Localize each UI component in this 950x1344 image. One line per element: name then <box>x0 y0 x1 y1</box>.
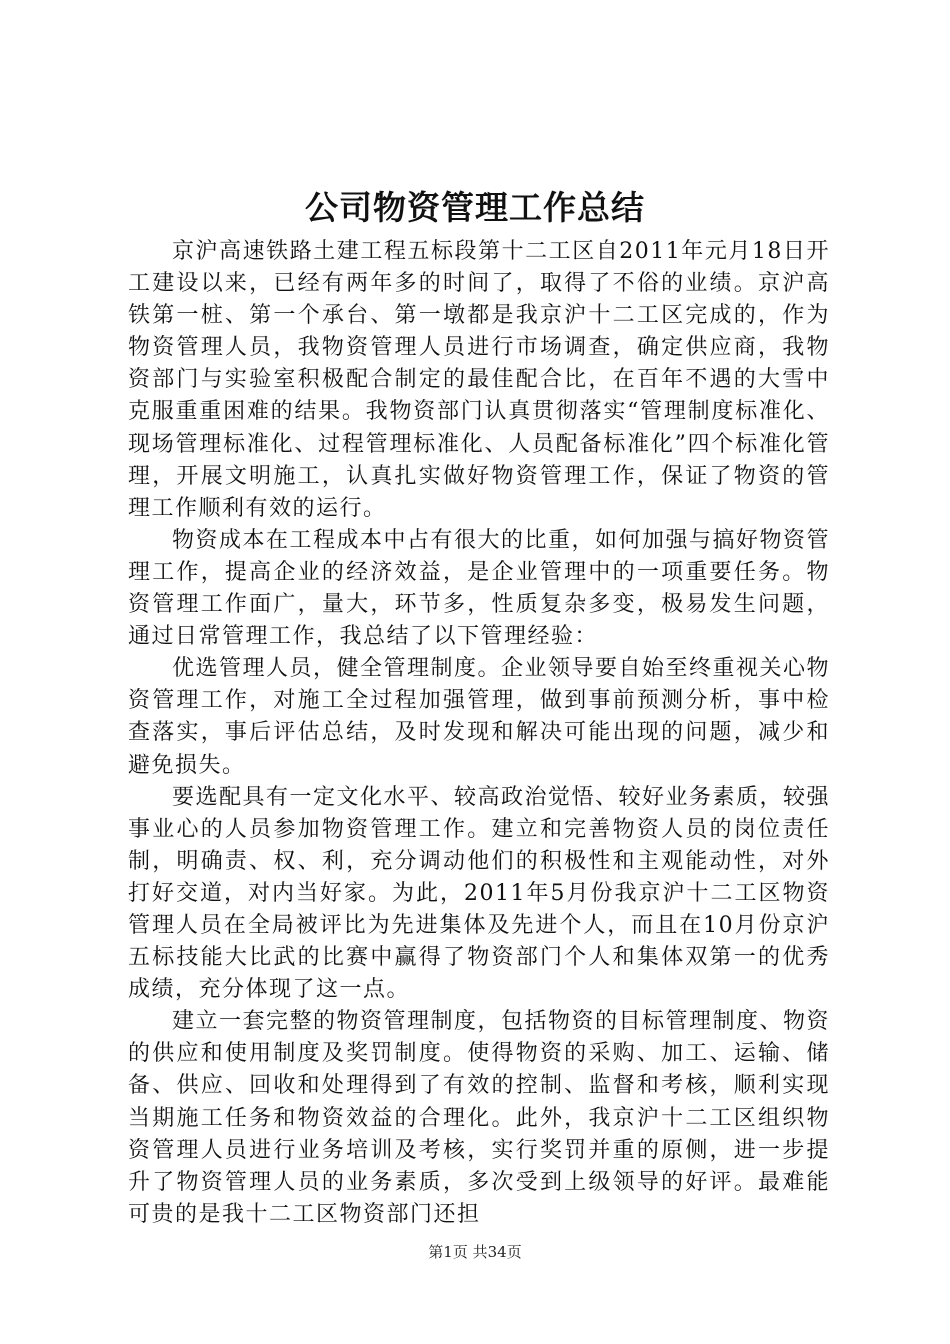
document-title: 公司物资管理工作总结 <box>305 188 645 227</box>
document-body <box>128 236 830 1231</box>
paragraph: 建立一套完整的物资管理制度，包括物资的目标管理制度、物资的供应和使用制度及奖罚制度。使得物资的采购、加工、运输、储备、供应、回收和处理得到了有效的控制、监督和考核，顺利实现当期施工任务和物资效益的合理化。此外，我京沪十二工区组织物资管理人员进行业务培训及考核，实行奖罚并重的原侧，进一步提升了物资管理人员的业务素质，多次受到上级领导的好评。最难能可贵的是我十二工区物资部门还担 <box>128 1009 831 1227</box>
page-footer: 第1页 共34页 <box>428 1243 522 1261</box>
paragraph: 要选配具有一定文化水平、较高政治觉悟、较好业务素质，较强事业心的人员参加物资管理工作。建立和完善物资人员的岗位责任制，明确责、权、利，充分调动他们的积极性和主观能动性，对外打好交道，对内当好家。为此，2011年5月份我京沪十二工区物资管理人员在全局被评比为先进集体及先进个人，而且在10月份京沪五标技能大比武的比赛中赢得了物资部门个人和集体双第一的优秀成绩，充分体现了这一点。 <box>128 784 831 1003</box>
paragraph: 物资成本在工程成本中占有很大的比重，如何加强与搞好物资管理工作，提高企业的经济效益，是企业管理中的一项重要任务。物资管理工作面广，量大，环节多，性质复杂多变，极易发生问题，通过日常管理工作，我总结了以下管理经验： <box>128 527 831 650</box>
paragraph: 京沪高速铁路土建工程五标段第十二工区自2011年元月18日开工建设以来，已经有两年多的时间了，取得了不俗的业绩。京沪高铁第一桩、第一个承台、第一墩都是我京沪十二工区完成的，作为物资管理人员，我物资管理人员进行市场调查，确定供应商，我物资部门与实验室积极配合制定的最佳配合比，在百年不遇的大雪中克服重重困难的结果。我物资部门认真贯彻落实“管理制度标准化、现场管理标准化、过程管理标准化、人员配备标准化”四个标准化管理，开展文明施工，认真扎实做好物资管理工作，保证了物资的管理工作顺利有效的运行。 <box>128 239 830 521</box>
paragraph: 优选管理人员，健全管理制度。企业领导要自始至终重视关心物资管理工作，对施工全过程加强管理，做到事前预测分析，事中检查落实，事后评估总结，及时发现和解决可能出现的问题，减少和避免损失。 <box>128 656 831 778</box>
